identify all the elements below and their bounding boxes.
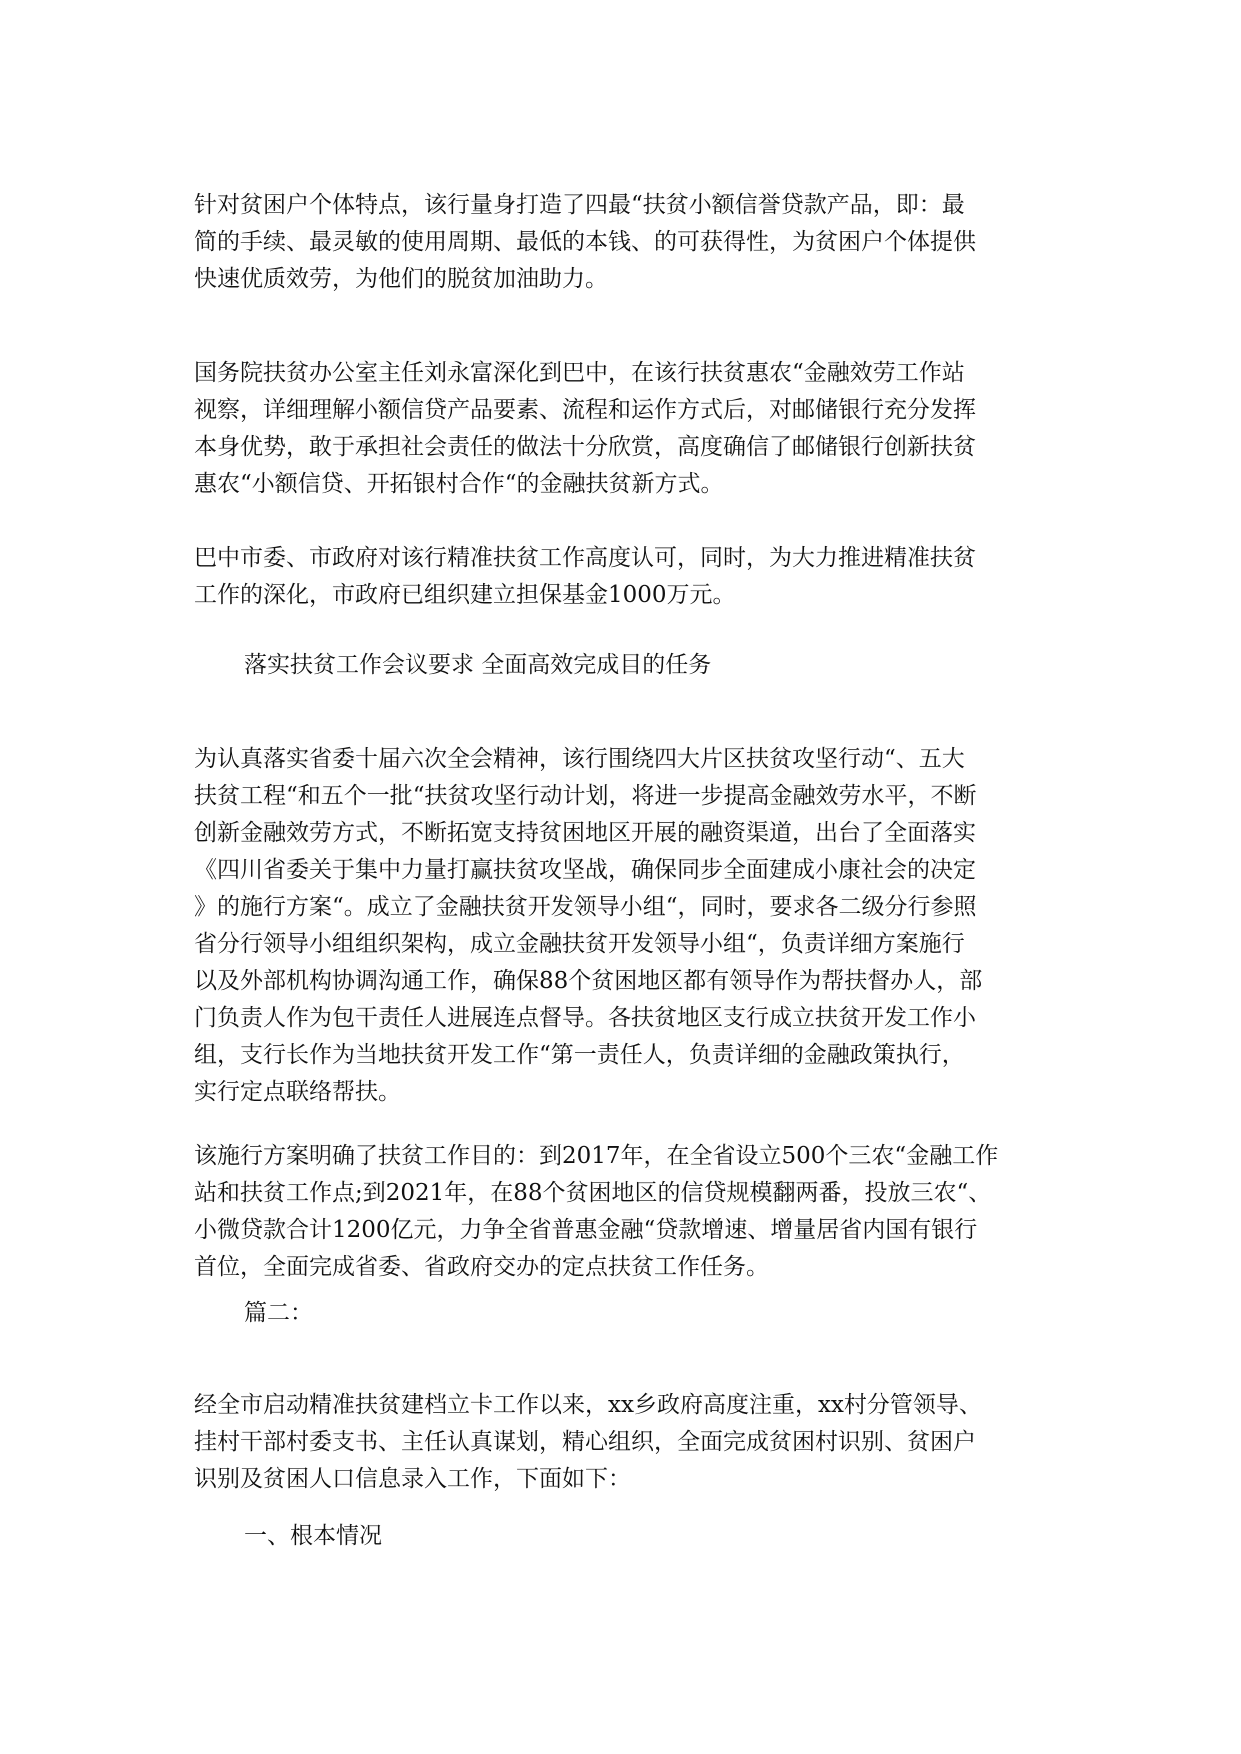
text-line: 为认真落实省委十届六次全会精神，该行围绕四大片区扶贫攻坚行动“、五大 [194,746,965,772]
text-line: 《四川省委关于集中力量打赢扶贫攻坚战，确保同步全面建成小康社会的决定 [194,857,976,883]
text-line: 惠农“小额信贷、开拓银村合作“的金融扶贫新方式。 [194,471,724,497]
section-heading: 落实扶贫工作会议要求 全面高效完成目的任务 [244,652,712,678]
text-line: 视察，详细理解小额信贷产品要素、流程和运作方式后，对邮储银行充分发挥 [194,397,976,423]
paragraph-recognition [194,540,1054,614]
paragraph-product [194,187,1054,298]
text-line: 本身优势，敢于承担社会责任的做法十分欣赏，高度确信了邮储银行创新扶贫 [194,434,976,460]
text-line: 巴中市委、市政府对该行精准扶贫工作高度认可，同时，为大力推进精准扶贫 [194,545,976,571]
text-line: 创新金融效劳方式，不断拓宽支持贫困地区开展的融资渠道，出台了全面落实 [194,820,976,846]
paragraph-inspection [194,355,1054,503]
text-line: 门负责人作为包干责任人进展连点督导。各扶贫地区支行成立扶贫开发工作小 [194,1005,976,1031]
text-line: 识别及贫困人口信息录入工作，下面如下： [194,1466,631,1492]
paragraph-filing [194,1387,1054,1498]
paragraph-implementation [194,741,1054,1111]
basic-situation-heading: 一、根本情况 [244,1523,382,1549]
text-line: 挂村干部村委支书、主任认真谋划，精心组织，全面完成贫困村识别、贫困户 [194,1429,976,1455]
text-line: 实行定点联络帮扶。 [194,1079,401,1105]
text-line: 站和扶贫工作点;到2021年，在88个贫困地区的信贷规模翻两番，投放三农“、 [194,1180,992,1206]
text-line: 首位，全面完成省委、省政府交办的定点扶贫工作任务。 [194,1254,769,1280]
text-line: 省分行领导小组组织架构，成立金融扶贫开发领导小组“，负责详细方案施行 [194,931,965,957]
text-line: 以及外部机构协调沟通工作，确保88个贫困地区都有领导作为帮扶督办人，部 [194,968,983,994]
paragraph-goals [194,1138,1054,1286]
part-two-heading: 篇二： [244,1300,313,1326]
text-line: 经全市启动精准扶贫建档立卡工作以来，xx乡政府高度注重，xx村分管领导、 [194,1392,982,1418]
text-line: 快速优质效劳，为他们的脱贫加油助力。 [194,266,608,292]
text-line: 该施行方案明确了扶贫工作目的：到2017年，在全省设立500个三农“金融工作 [194,1143,999,1169]
text-line: 小微贷款合计1200亿元，力争全省普惠金融“贷款增速、增量居省内国有银行 [194,1217,978,1243]
text-line: 简的手续、最灵敏的使用周期、最低的本钱、的可获得性，为贫困户个体提供 [194,229,976,255]
text-line: 组，支行长作为当地扶贫开发工作“第一责任人，负责详细的金融政策执行， [194,1042,965,1068]
text-line: 扶贫工程“和五个一批“扶贫攻坚行动计划，将进一步提高金融效劳水平，不断 [194,783,977,809]
text-line: 国务院扶贫办公室主任刘永富深化到巴中，在该行扶贫惠农“金融效劳工作站 [194,360,965,386]
text-line: 》的施行方案“。成立了金融扶贫开发领导小组“，同时，要求各二级分行参照 [194,894,977,920]
text-line: 针对贫困户个体特点，该行量身打造了四最“扶贫小额信誉贷款产品，即：最 [194,192,965,218]
text-line: 工作的深化，市政府已组织建立担保基金1000万元。 [194,582,736,608]
